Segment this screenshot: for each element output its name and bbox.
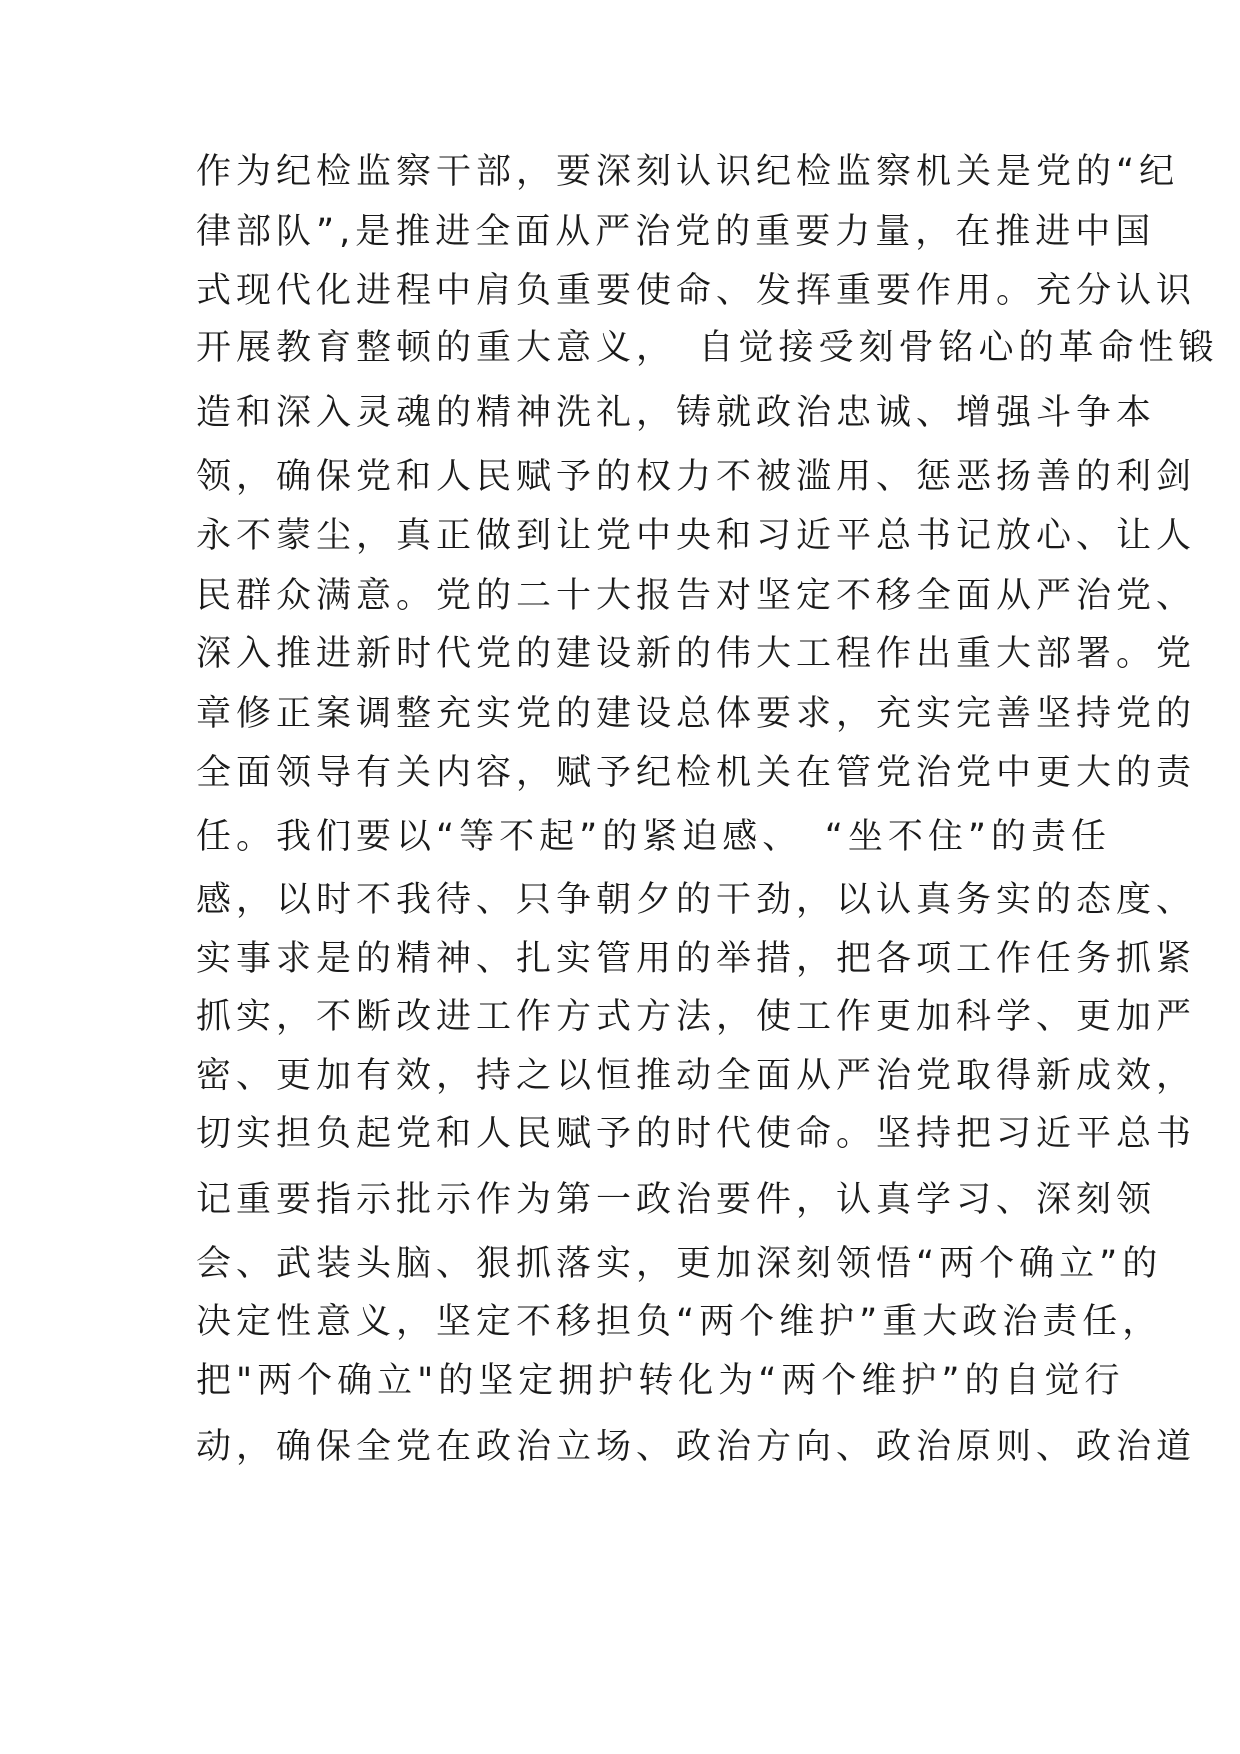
text-line: 章修正案调整充实党的建设总体要求，充实完善坚持党的 xyxy=(196,694,1197,734)
text-line: 任。我们要以“等不起”的紧迫感、 “坐不住”的责任 xyxy=(196,817,1112,857)
text-line: 民群众满意。党的二十大报告对坚定不移全面从严治党、 xyxy=(196,576,1197,616)
text-line: 决定性意义，坚定不移担负“两个维护”重大政治责任， xyxy=(196,1302,1163,1342)
text-line: 把"两个确立"的坚定拥护转化为“两个维护”的自觉行 xyxy=(196,1361,1125,1401)
text-line: 记重要指示批示作为第一政治要件，认真学习、深刻领 xyxy=(196,1180,1157,1220)
text-line: 永不蒙尘，真正做到让党中央和习近平总书记放心、让人 xyxy=(196,516,1197,556)
text-line: 造和深入灵魂的精神洗礼，铸就政治忠诚、增强斗争本 xyxy=(196,393,1157,433)
text-line: 领，确保党和人民赋予的权力不被滥用、惩恶扬善的利剑 xyxy=(196,457,1197,497)
text-line: 感，以时不我待、只争朝夕的干劲，以认真务实的态度、 xyxy=(196,880,1197,920)
text-line: 会、武装头脑、狠抓落实，更加深刻领悟“两个确立”的 xyxy=(196,1244,1163,1284)
text-line: 作为纪检监察干部，要深刻认识纪检监察机关是党的“纪 xyxy=(196,152,1180,192)
text-line: 实事求是的精神、扎实管用的举措，把各项工作任务抓紧 xyxy=(196,939,1197,979)
text-line: 抓实，不断改进工作方式方法，使工作更加科学、更加严 xyxy=(196,997,1197,1037)
text-line: 动，确保全党在政治立场、政治方向、政治原则、政治道 xyxy=(196,1427,1197,1467)
text-line: 式现代化进程中肩负重要使命、发挥重要作用。充分认识 xyxy=(196,271,1197,311)
text-line: 密、更加有效，持之以恒推动全面从严治党取得新成效， xyxy=(196,1056,1197,1096)
text-line: 全面领导有关内容，赋予纪检机关在管党治党中更大的责 xyxy=(196,753,1197,793)
text-line: 律部队”,是推进全面从严治党的重要力量，在推进中国 xyxy=(196,212,1156,252)
text-line: 深入推进新时代党的建设新的伟大工程作出重大部署。党 xyxy=(196,634,1197,674)
text-line: 开展教育整顿的重大意义， 自觉接受刻骨铭心的革命性锻 xyxy=(196,328,1219,368)
text-line: 切实担负起党和人民赋予的时代使命。坚持把习近平总书 xyxy=(196,1114,1197,1154)
